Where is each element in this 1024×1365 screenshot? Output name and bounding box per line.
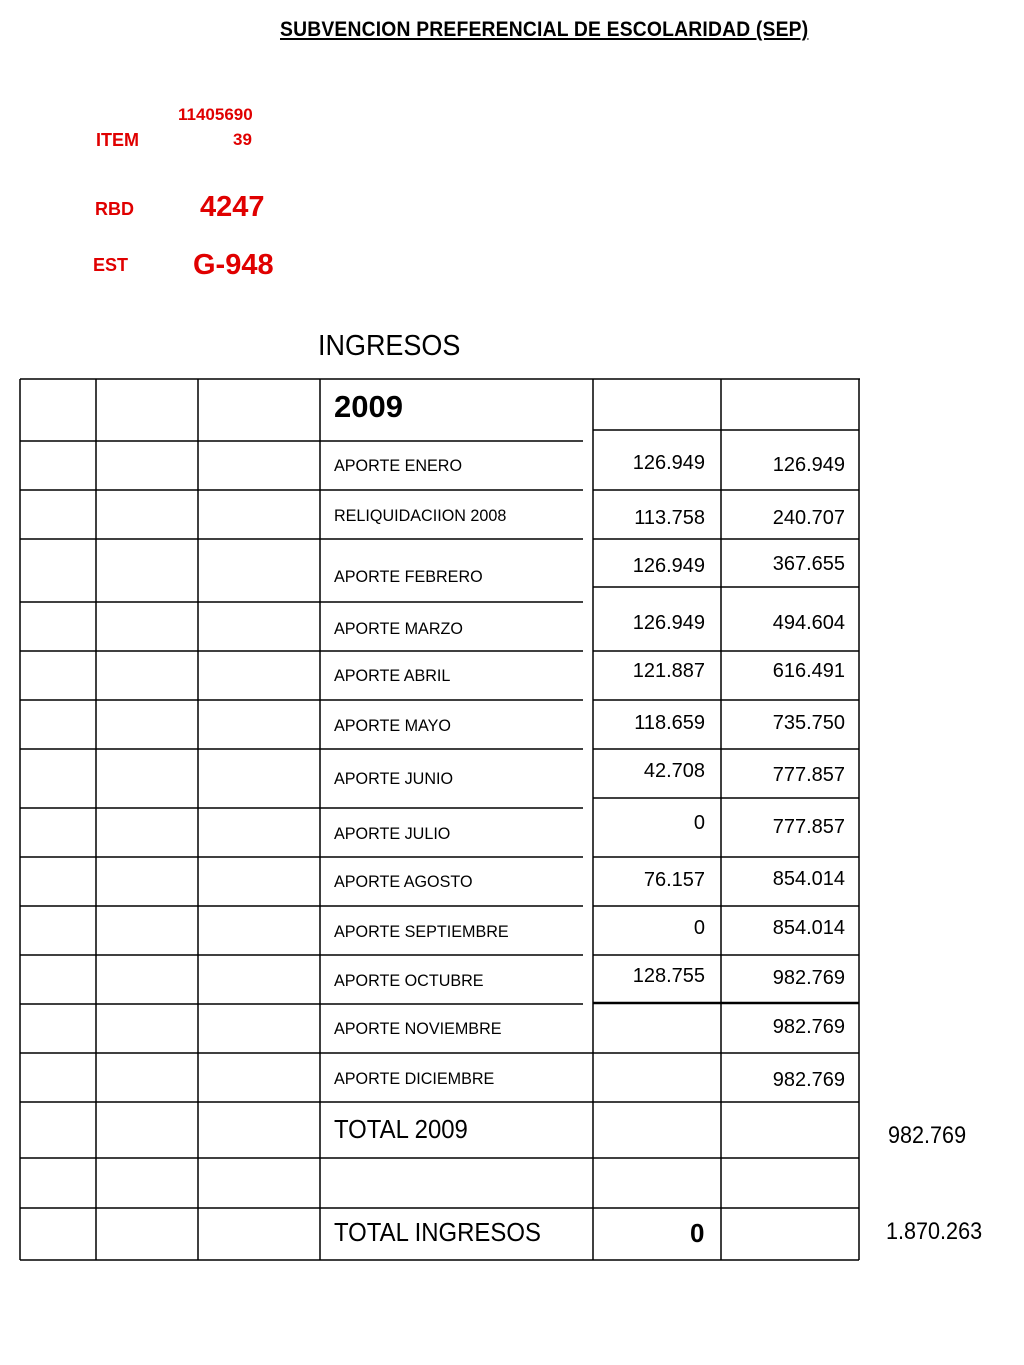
row-label: RELIQUIDACIION 2008 bbox=[334, 506, 507, 525]
row-cumulative-value: 494.604 bbox=[772, 612, 845, 634]
row-monthly-value: 126.949 bbox=[632, 612, 705, 634]
row-cumulative-value: 735.750 bbox=[772, 712, 845, 734]
row-label: APORTE FEBRERO bbox=[334, 567, 483, 586]
row-label: APORTE SEPTIEMBRE bbox=[334, 922, 509, 941]
row-monthly-value: 42.708 bbox=[643, 760, 705, 782]
row-cumulative-value: 777.857 bbox=[772, 816, 845, 838]
row-cumulative-value: 854.014 bbox=[772, 917, 845, 939]
row-monthly-value: 76.157 bbox=[643, 869, 705, 891]
row-label: APORTE OCTUBRE bbox=[334, 971, 484, 990]
row-monthly-value: 128.755 bbox=[632, 965, 705, 987]
rbd-label: RBD bbox=[95, 199, 134, 219]
item-number: 39 bbox=[233, 130, 252, 149]
item-label: ITEM bbox=[96, 130, 139, 150]
row-monthly-value: 0 bbox=[693, 917, 705, 939]
est-label: EST bbox=[93, 255, 129, 275]
row-cumulative-value: 854.014 bbox=[772, 868, 845, 890]
row-cumulative-value: 982.769 bbox=[772, 1069, 845, 1091]
row-cumulative-value: 367.655 bbox=[772, 553, 845, 575]
row-monthly-value: 113.758 bbox=[634, 507, 705, 529]
rbd-value: 4247 bbox=[200, 191, 265, 223]
row-label: APORTE ENERO bbox=[334, 456, 463, 475]
row-label: APORTE MARZO bbox=[334, 619, 463, 638]
row-monthly-value: 118.659 bbox=[634, 712, 705, 734]
row-cumulative-value: 982.769 bbox=[772, 967, 845, 989]
row-label: APORTE MAYO bbox=[334, 716, 451, 735]
total-income-side-value: 1.870.263 bbox=[886, 1218, 983, 1245]
section-title: INGRESOS bbox=[318, 330, 461, 362]
item-code: 11405690 bbox=[178, 105, 253, 124]
row-label: APORTE AGOSTO bbox=[334, 872, 473, 891]
row-label: APORTE DICIEMBRE bbox=[334, 1069, 495, 1088]
row-monthly-value: 121.887 bbox=[632, 660, 705, 682]
row-monthly-value: 126.949 bbox=[632, 555, 705, 577]
year-heading: 2009 bbox=[334, 389, 403, 424]
row-monthly-value: 0 bbox=[693, 812, 705, 834]
total-income-label: TOTAL INGRESOS bbox=[334, 1217, 541, 1247]
total-income-monthly: 0 bbox=[690, 1218, 705, 1248]
row-label: APORTE JULIO bbox=[334, 824, 451, 843]
row-label: APORTE ABRIL bbox=[334, 666, 451, 685]
row-label: APORTE NOVIEMBRE bbox=[334, 1019, 502, 1038]
row-monthly-value: 126.949 bbox=[632, 452, 705, 474]
row-cumulative-value: 616.491 bbox=[772, 660, 845, 682]
row-cumulative-value: 240.707 bbox=[772, 507, 845, 529]
document-title: SUBVENCION PREFERENCIAL DE ESCOLARIDAD (SEP) bbox=[280, 18, 809, 41]
row-label: APORTE JUNIO bbox=[334, 769, 454, 788]
est-value: G-948 bbox=[193, 249, 274, 281]
row-cumulative-value: 777.857 bbox=[772, 764, 845, 786]
total-year-side-value: 982.769 bbox=[888, 1122, 967, 1149]
row-cumulative-value: 126.949 bbox=[772, 454, 845, 476]
total-year-label: TOTAL 2009 bbox=[334, 1114, 468, 1144]
row-cumulative-value: 982.769 bbox=[772, 1016, 845, 1038]
